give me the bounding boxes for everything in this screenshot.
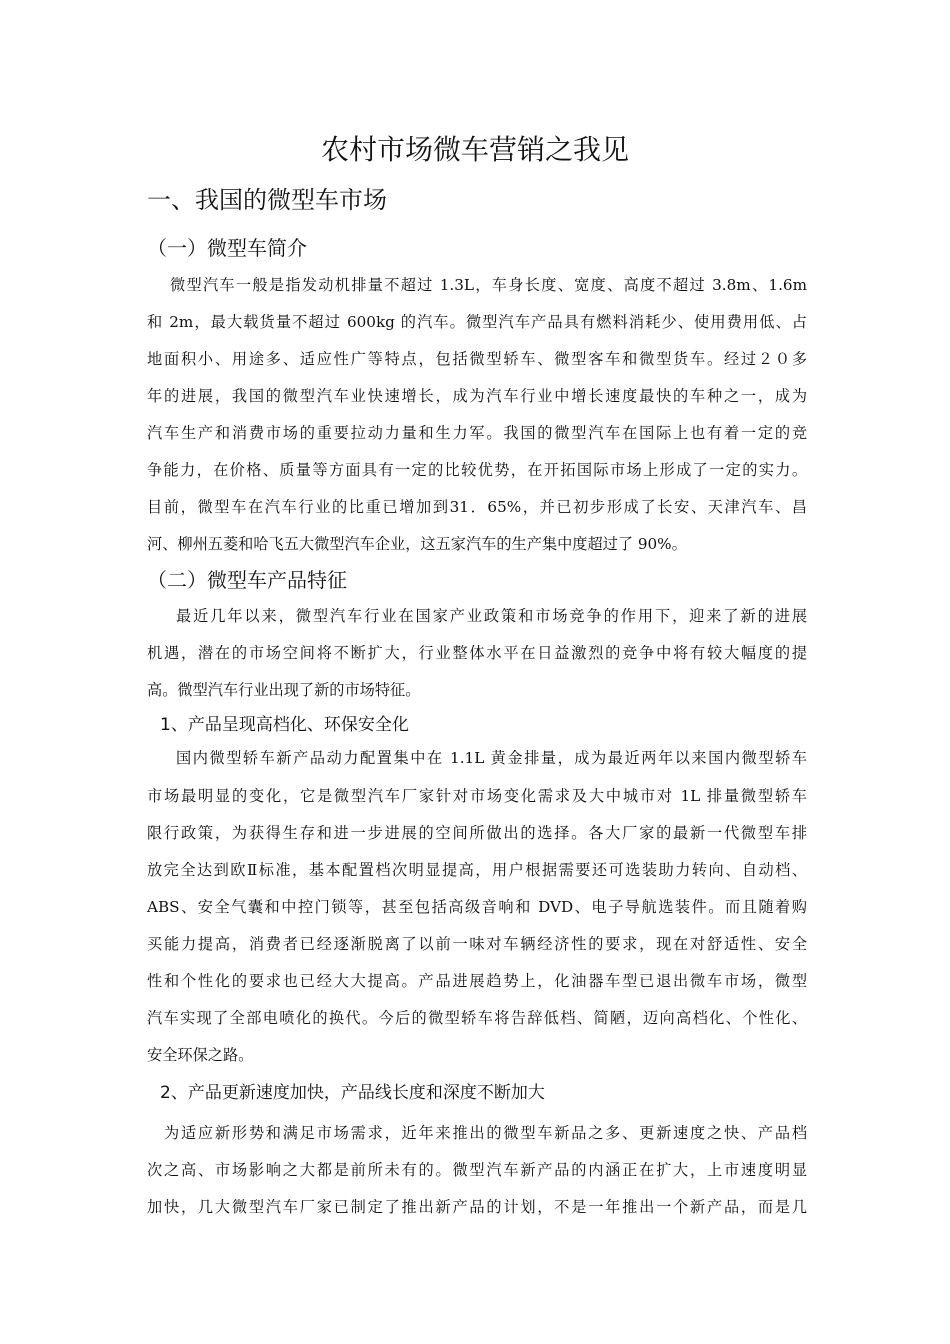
paragraph-line: 汽车实现了全部电喷化的换代。今后的微型轿车将告辞低档、简陋，迈向高档化、个性化、 <box>147 1009 807 1027</box>
paragraph-line: 国内微型轿车新产品动力配置集中在 1.1L 黄金排量，成为最近两年以来国内微型轿车 <box>176 749 807 767</box>
paragraph-line: 买能力提高，消费者已经逐渐脱离了以前一味对车辆经济性的要求，现在对舒适性、安全 <box>147 935 807 953</box>
point-heading-1: 1、产品呈现高档化、环保安全化 <box>160 715 409 735</box>
subsection-heading-intro: （一）微型车简介 <box>147 236 307 260</box>
paragraph-line: 加快，几大微型汽车厂家已制定了推出新产品的计划，不是一年推出一个新产品，而是几 <box>147 1198 807 1216</box>
paragraph-line: 放完全达到欧Ⅱ标准，基本配置档次明显提高，用户根据需要还可选装助力转向、自动档、 <box>147 861 807 879</box>
paragraph-line: 高。微型汽车行业出现了新的市场特征。 <box>147 681 421 699</box>
paragraph-line: 和 2m，最大载货量不超过 600kg 的汽车。微型汽车产品具有燃料消耗少、使用费用低、占 <box>147 313 807 331</box>
paragraph-line: 性和个性化的要求也已经大大提高。产品进展趋势上，化油器车型已退出微车市场，微型 <box>147 972 807 990</box>
section-heading-1: 一、我国的微型车市场 <box>147 186 387 214</box>
paragraph-line: 汽车生产和消费市场的重要拉动力量和生力军。我国的微型汽车在国际上也有着一定的竞 <box>147 424 807 442</box>
document-title: 农村市场微车营销之我见 <box>320 133 629 166</box>
paragraph-line: 次之高、市场影响之大都是前所未有的。微型汽车新产品的内涵正在扩大，上市速度明显 <box>147 1161 807 1179</box>
paragraph-line: 机遇，潜在的市场空间将不断扩大，行业整体水平在日益激烈的竞争中将有较大幅度的提 <box>147 644 807 662</box>
subsection-heading-features: （二）微型车产品特征 <box>147 568 347 592</box>
paragraph-line: ABS、安全气囊和中控门锁等，甚至包括高级音响和 DVD、电子导航选装件。而且随着购 <box>147 898 807 916</box>
point-heading-2: 2、产品更新速度加快，产品线长度和深度不断加大 <box>160 1083 545 1103</box>
paragraph-line: 为适应新形势和满足市场需求，近年来推出的微型车新品之多、更新速度之快、产品档 <box>164 1124 807 1142</box>
paragraph-line: 地面积小、用途多、适应性广等特点，包括微型轿车、微型客车和微型货车。经过２０多 <box>147 350 807 368</box>
paragraph-line: 市场最明显的变化，它是微型汽车厂家针对市场变化需求及大中城市对 1L 排量微型轿车 <box>147 787 807 805</box>
paragraph-line: 微型汽车一般是指发动机排量不超过 1.3L，车身长度、宽度、高度不超过 3.8m、1.6m <box>170 276 807 294</box>
paragraph-line: 限行政策，为获得生存和进一步进展的空间所做出的选择。各大厂家的最新一代微型车排 <box>147 824 807 842</box>
paragraph-line: 争能力，在价格、质量等方面具有一定的比较优势，在开拓国际市场上形成了一定的实力。 <box>147 461 807 479</box>
paragraph-line: 河、柳州五菱和哈飞五大微型汽车企业，这五家汽车的生产集中度超过了 90%。 <box>147 535 687 553</box>
paragraph-line: 目前，微型车在汽车行业的比重已增加到31．65%，并已初步形成了长安、天津汽车、昌 <box>147 498 807 516</box>
paragraph-line: 最近几年以来，微型汽车行业在国家产业政策和市场竞争的作用下，迎来了新的进展 <box>176 607 807 625</box>
paragraph-line: 年的进展，我国的微型汽车业快速增长，成为汽车行业中增长速度最快的车种之一，成为 <box>147 387 807 405</box>
paragraph-line: 安全环保之路。 <box>147 1046 254 1064</box>
